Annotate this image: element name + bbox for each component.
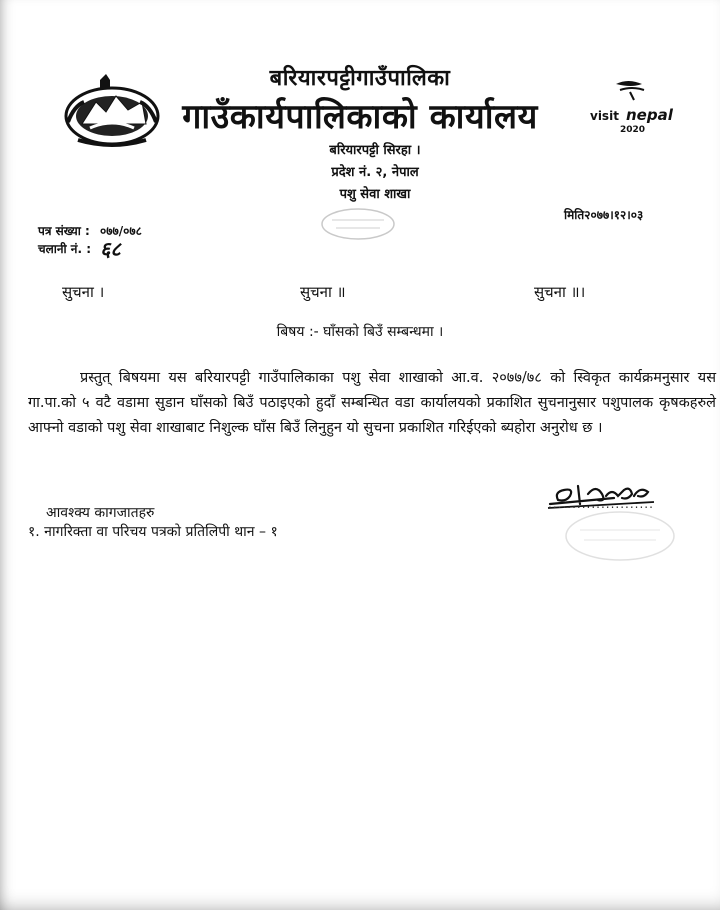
letter-date: मिति२०७७।१२।०३ [564,208,644,222]
letter-number-label: पत्र संख्या : [38,224,90,238]
office-name: बरियारपट्टीगाउँपालिका [269,65,451,91]
notice-heading-3: सुचना ॥। [534,283,586,301]
signature-stamp-mark [560,508,680,564]
office-stamp-mark [318,206,398,242]
visit-logo-word2: nepal [626,106,673,124]
required-document-item: १. नागरिक्ता वा परिचय पत्रको प्रतिलिपी थान – १ [28,524,278,540]
notice-heading-2: सुचना ॥ [300,283,346,301]
letter-subject: बिषय :- घाँसको बिउँ सम्बन्धमा । [276,324,444,340]
letter-number-value: ०७७/०७८ [100,224,142,238]
visit-logo-year: 2020 [620,125,646,135]
address-line-3: पशु सेवा शाखा [339,187,411,202]
address-line-2: प्रदेश नं. २, नेपाल [331,165,419,180]
visit-logo-word1: visit [590,109,619,123]
dispatch-number-label: चलानी नं. : [38,242,92,256]
signature-line: ...................... [548,497,654,511]
office-title: गाउँकार्यपालिकाको कार्यालय [182,97,538,137]
address-line-1: बरियारपट्टी सिरहा । [329,143,421,158]
required-documents-heading: आवश्क्य कागजातहरु [46,505,155,521]
dispatch-number-value: ६८ [100,237,121,261]
letter-body: प्रस्तुत् बिषयमा यस बरियारपट्टी गाउँपालिकाका पशु सेवा शाखाको आ.व. २०७७/७८ को स्विकृत कार्यक्रमनुसार यस गा.पा.को ५ वटै वडामा सुडान घाँसको बिउँ पठाइएको हुदाँ सम्बन्धित वडा कार्यालयको प्रकाशित सुचनानुसार पशुपालक कृषकहरुले आफ्नो वडाको पशु सेवा शाखाबाट निशुल्क घाँस बिउँ लिनुहुन यो सुचना प्रकाशित गरिईएको ब्यहोरा अनुरोध छ । [28,370,716,436]
notice-heading-1: सुचना । [62,283,105,301]
